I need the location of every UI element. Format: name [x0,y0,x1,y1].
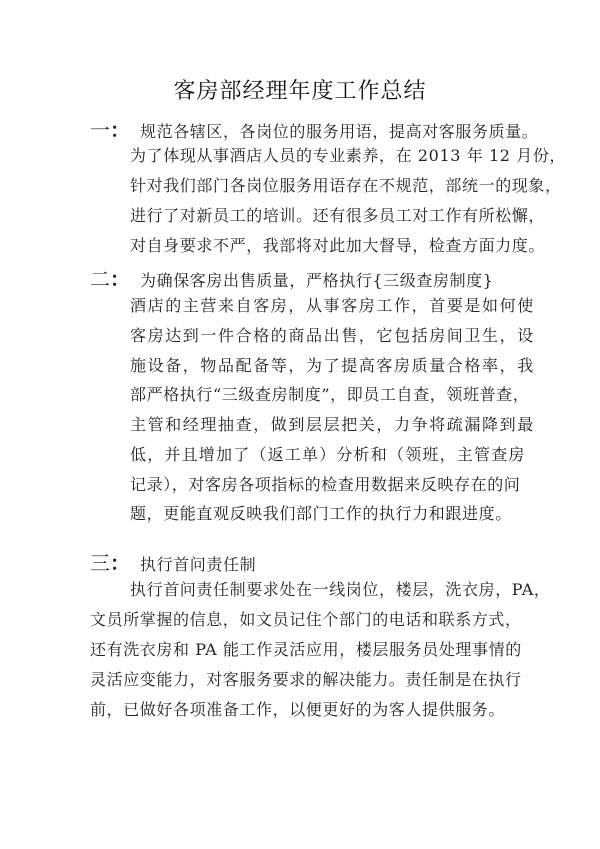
section-2-line: 题，更能直观反映我们部门工作的执行力和跟进度。 [130,504,512,523]
section-3-heading-text: 执行首问责任制 [140,555,257,574]
section-2-line: 记录），对客房各项指标的检查用数据来反映存在的问 [130,475,521,494]
section-2-line: 酒店的主营来自客房，从事客房工作，首要是如何使 [130,296,535,315]
section-2-number: 二： [90,267,130,291]
section-2-line: 低，并且增加了（返工单）分析和（领班，主管查房 [130,445,526,464]
section-1-line: 进行了对新员工的培训。还有很多员工对工作有所松懈， [130,206,546,225]
section-2-line: 主管和经理抽查，做到层层把关，力争将疏漏降到最 [130,415,535,434]
section-2-line: 部严格执行“三级查房制度”，即员工自查，领班普查， [130,385,530,404]
section-3-line: 还有洗衣房和 PA 能工作灵活应用，楼层服务员处理事情的 [90,640,522,659]
section-2-line: 施设备，物品配备等，为了提高客房质量合格率，我 [130,356,535,375]
section-2-heading [90,263,494,292]
section-1-number: 一： [90,118,130,142]
section-3-number: 三： [90,551,130,575]
section-1-line: 针对我们部门各岗位服务用语存在不规范，部统一的现象， [130,176,562,195]
section-2-line: 客房达到一件合格的商品出售，它包括房间卫生，设 [130,326,535,345]
section-3-line: 文员所掌握的信息，如文员记住个部门的电话和联系方式， [90,610,522,629]
document-title: 客房部经理年度工作总结 [173,79,427,104]
section-1-heading [90,114,538,143]
section-3-line: 前，已做好各项准备工作，以便更好的为客人提供服务。 [90,700,506,719]
section-3-line: 灵活应变能力，对客服务要求的解决能力。责任制是在执行 [90,670,522,689]
section-3-line: 执行首问责任制要求处在一线岗位，楼层，洗衣房，PA， [130,580,551,599]
section-1-heading-text: 规范各辖区，各岗位的服务用语，提高对客服务质量。 [140,122,539,141]
section-1-line: 对自身要求不严，我部将对此加大督导，检查方面力度。 [130,236,546,255]
section-2-heading-text: 为确保客房出售质量，严格执行{三级查房制度} [140,271,494,290]
section-1-line: 为了体现从事酒店人员的专业素养，在 2013 年 12 月份， [130,146,567,165]
section-3-heading [90,547,256,576]
